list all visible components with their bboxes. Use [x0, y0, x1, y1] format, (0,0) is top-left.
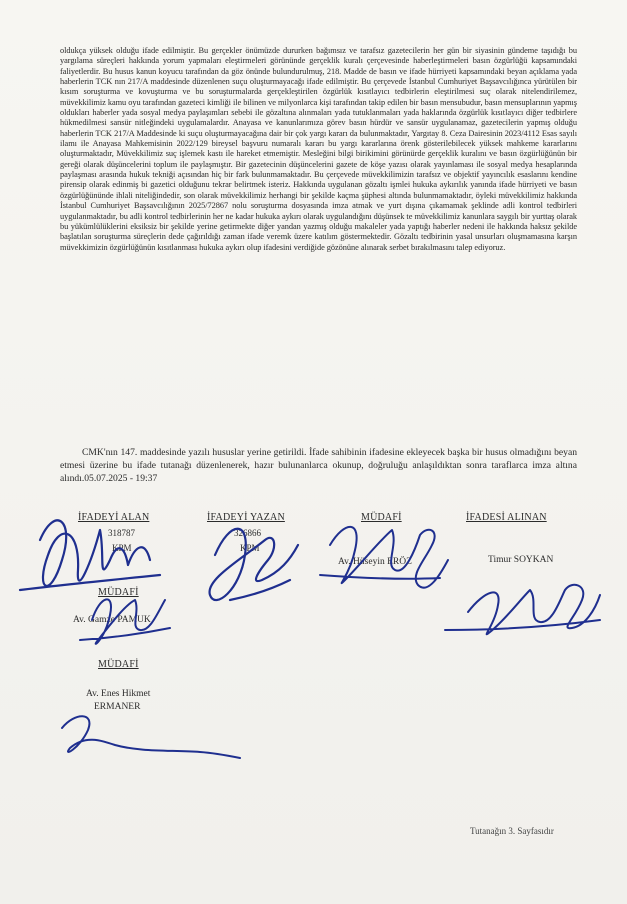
- ifadesi-alinan-name: Timur SOYKAN: [488, 555, 554, 565]
- mudafi-1-name: Av. Hüseyin ERÖZ: [338, 557, 412, 567]
- mudafi-3-label: MÜDAFİ: [98, 659, 139, 670]
- page-footer: Tutanağın 3. Sayfasıdır: [470, 826, 554, 836]
- closing-paragraph: CMK'nın 147. maddesinde yazılı hususlar yerine getirildi. İfade sahibinin ifadesine ekleyecek başka bir husus olmadığını beyan etmesi üzerine bu ifade tutanağı düzenlenerek, hazır bulunanlarca okunup, doğruluğu anlaşıldıktan sonra taraflarca imza altına alındı.05.07.2025 - 19:37: [60, 447, 577, 485]
- signature-ifadeyi-yazan: [210, 529, 298, 600]
- mudafi-3-name-line2: ERMANER: [94, 702, 141, 712]
- ifadesi-alinan-label: İFADESİ ALINAN: [466, 512, 547, 523]
- signature-ifadesi-alinan: [445, 585, 600, 634]
- statement-body-text: oldukça yüksek olduğu ifade edilmiştir. Bu gerçekler önümüzde dururken bağımsız ve tarafsız gazetecilerin her gün bir siyasinin gündeme taşıdığı bu yargılama süreçleri hakkında yorum yapmaları eleştirmeleri görününde gerçeklik kuralı çerçevesinde haberleştirmeleri basın özgürlüğü kapsamındaki faliyetlerdir. Bu husus kanun koyucu tarafından da göz önünde bulundurulmuş, 218. Madde de basın ve ifade hürriyeti kapsamındaki beyan açıklama yada haberlerin TCK nın 217/A maddesinde düzenlenen suçu oluşturmayacağı ifade edilmiştir. Bu çerçevede İstanbul Cumhuriyet Başsavcılığınca yürütülen bir kısım soruşturma ve kovuşturma ve bu soruşturmalarda gerçekleştirilen özgürlük kısıtlayıcı tedbirlerin eleştirilmesi suç olarak nitelendirilemez, müvekkilimiz kamu oyu tarafından gazeteci kimliği ile bilinen ve milyonlarca kişi tarafından takip edilen bir basın mensubudur, basın mensuplarının yapmış oldukları haberler yada sosyal medya paylaşımları sebebi ile gözaltına alınmaları yada tutuklanmaları yada haklarında özgürlük kısıtlayıcı diğer tedbirlere hükmedilmesi sansür nitleğindeki uygulamalardır. Anayasa ve kanunlarımıza görev basın hürdür ve sansür uygulanamaz, gazetecilerin yapmış olduğu haberlerin TCK 217/A Maddesinde ki suçu oluşturmayacağına dair bir çok yargı kararı da bulunmaktadır, Yargıtay 8. Ceza Dairesinin 2023/4112 Esas sayılı ilamı ile Anayasa Mahkemisinin 2022/129 bireysel başvuru numaralı kararı bu yargı kararlarına örenk gösterilebilecek yüksek mahkeme kararlarını oluşturmaktadır, Müvekkilimiz suç işlemek kastı ile hareket etmemiştir. Mesleğini bilgi birikimini görünürde gerçeklik kuralını ve basın özgürlüğünün bir gereği olarak düşüncelerini toplum ile paylaşmıştır. Bir gazetecinin düşüncelerini gazete de köşe yazısı olarak yayınlaması ile sosyal medya hesaplarında paylaşması arasında hukuk tekniği açısından hiç bir fark bulunmamaktadır. Bu çerçevede müvekkilimizin tarafsız ve objektif yayıncılık esaslarını kendine pirensip olarak edinmiş bi gazetici olduğunu tekrar belirtmek isteriz. Hakkında uygulanan gözaltı işmlei hukuka aykırılık yanında ifade hürriyeti ve basın özgürlüğününde ihlali niteliğindedir, son olarak müvekkilimiz herhangi bir şekilde kaçma şüphesi altında bulunmamaktadır, öyleki müvekkilimiz hakkında İstanbul Cumhuriyet Başsavcılığının 2025/72867 nolu soruşturma dosyasında imza atmak ve yurt dışına çıkamamak şeklinde adli kontrol tedbirleri uygulanmaktadır, bu adli kontrol tedbirlerinin her ne kadar hukuka aykırı olarak uygulandığını düşünsek te müvekkilimiz kanunlara saygılı bir yurttaş olarak bu yükümlülüklerini eksiksiz bir şekilde yerine getirmekte diğer yandan yazmış olduğu makaleler yada yaptığı haberler nedeni ile hakkında haksız şekilde başlatılan soruşturma süreçlerin dede çağırıldığı zaman ifade veremk üzere katılım göstermektedir. Gözaltı tedbirinin yasal unsurları oluşmamasına karşın müvekkimizin özgürlüğünün kısıtlanması hukuka aykırı olup ifadesini verdiğide gözönüne alınarak serbet bırakılmasını talep ediyoruz.: [60, 46, 577, 252]
- ifadeyi-yazan-label: İFADEYİ YAZAN: [207, 512, 285, 523]
- ifadeyi-alan-number: 318787: [108, 528, 135, 538]
- mudafi-2-label: MÜDAFİ: [98, 587, 139, 598]
- ifadeyi-yazan-rank: KPM: [240, 543, 260, 553]
- mudafi-1-label: MÜDAFİ: [361, 512, 402, 523]
- signature-mudafi-3: [62, 716, 240, 758]
- ifadeyi-yazan-number: 326866: [234, 528, 261, 538]
- ifadeyi-alan-rank: KPM: [112, 543, 132, 553]
- mudafi-2-name: Av. Gamze PAMUK: [73, 615, 151, 625]
- mudafi-3-name-line1: Av. Enes Hikmet: [86, 689, 151, 699]
- signature-ifadeyi-alan: [20, 520, 160, 590]
- ifadeyi-alan-label: İFADEYİ ALAN: [78, 512, 150, 523]
